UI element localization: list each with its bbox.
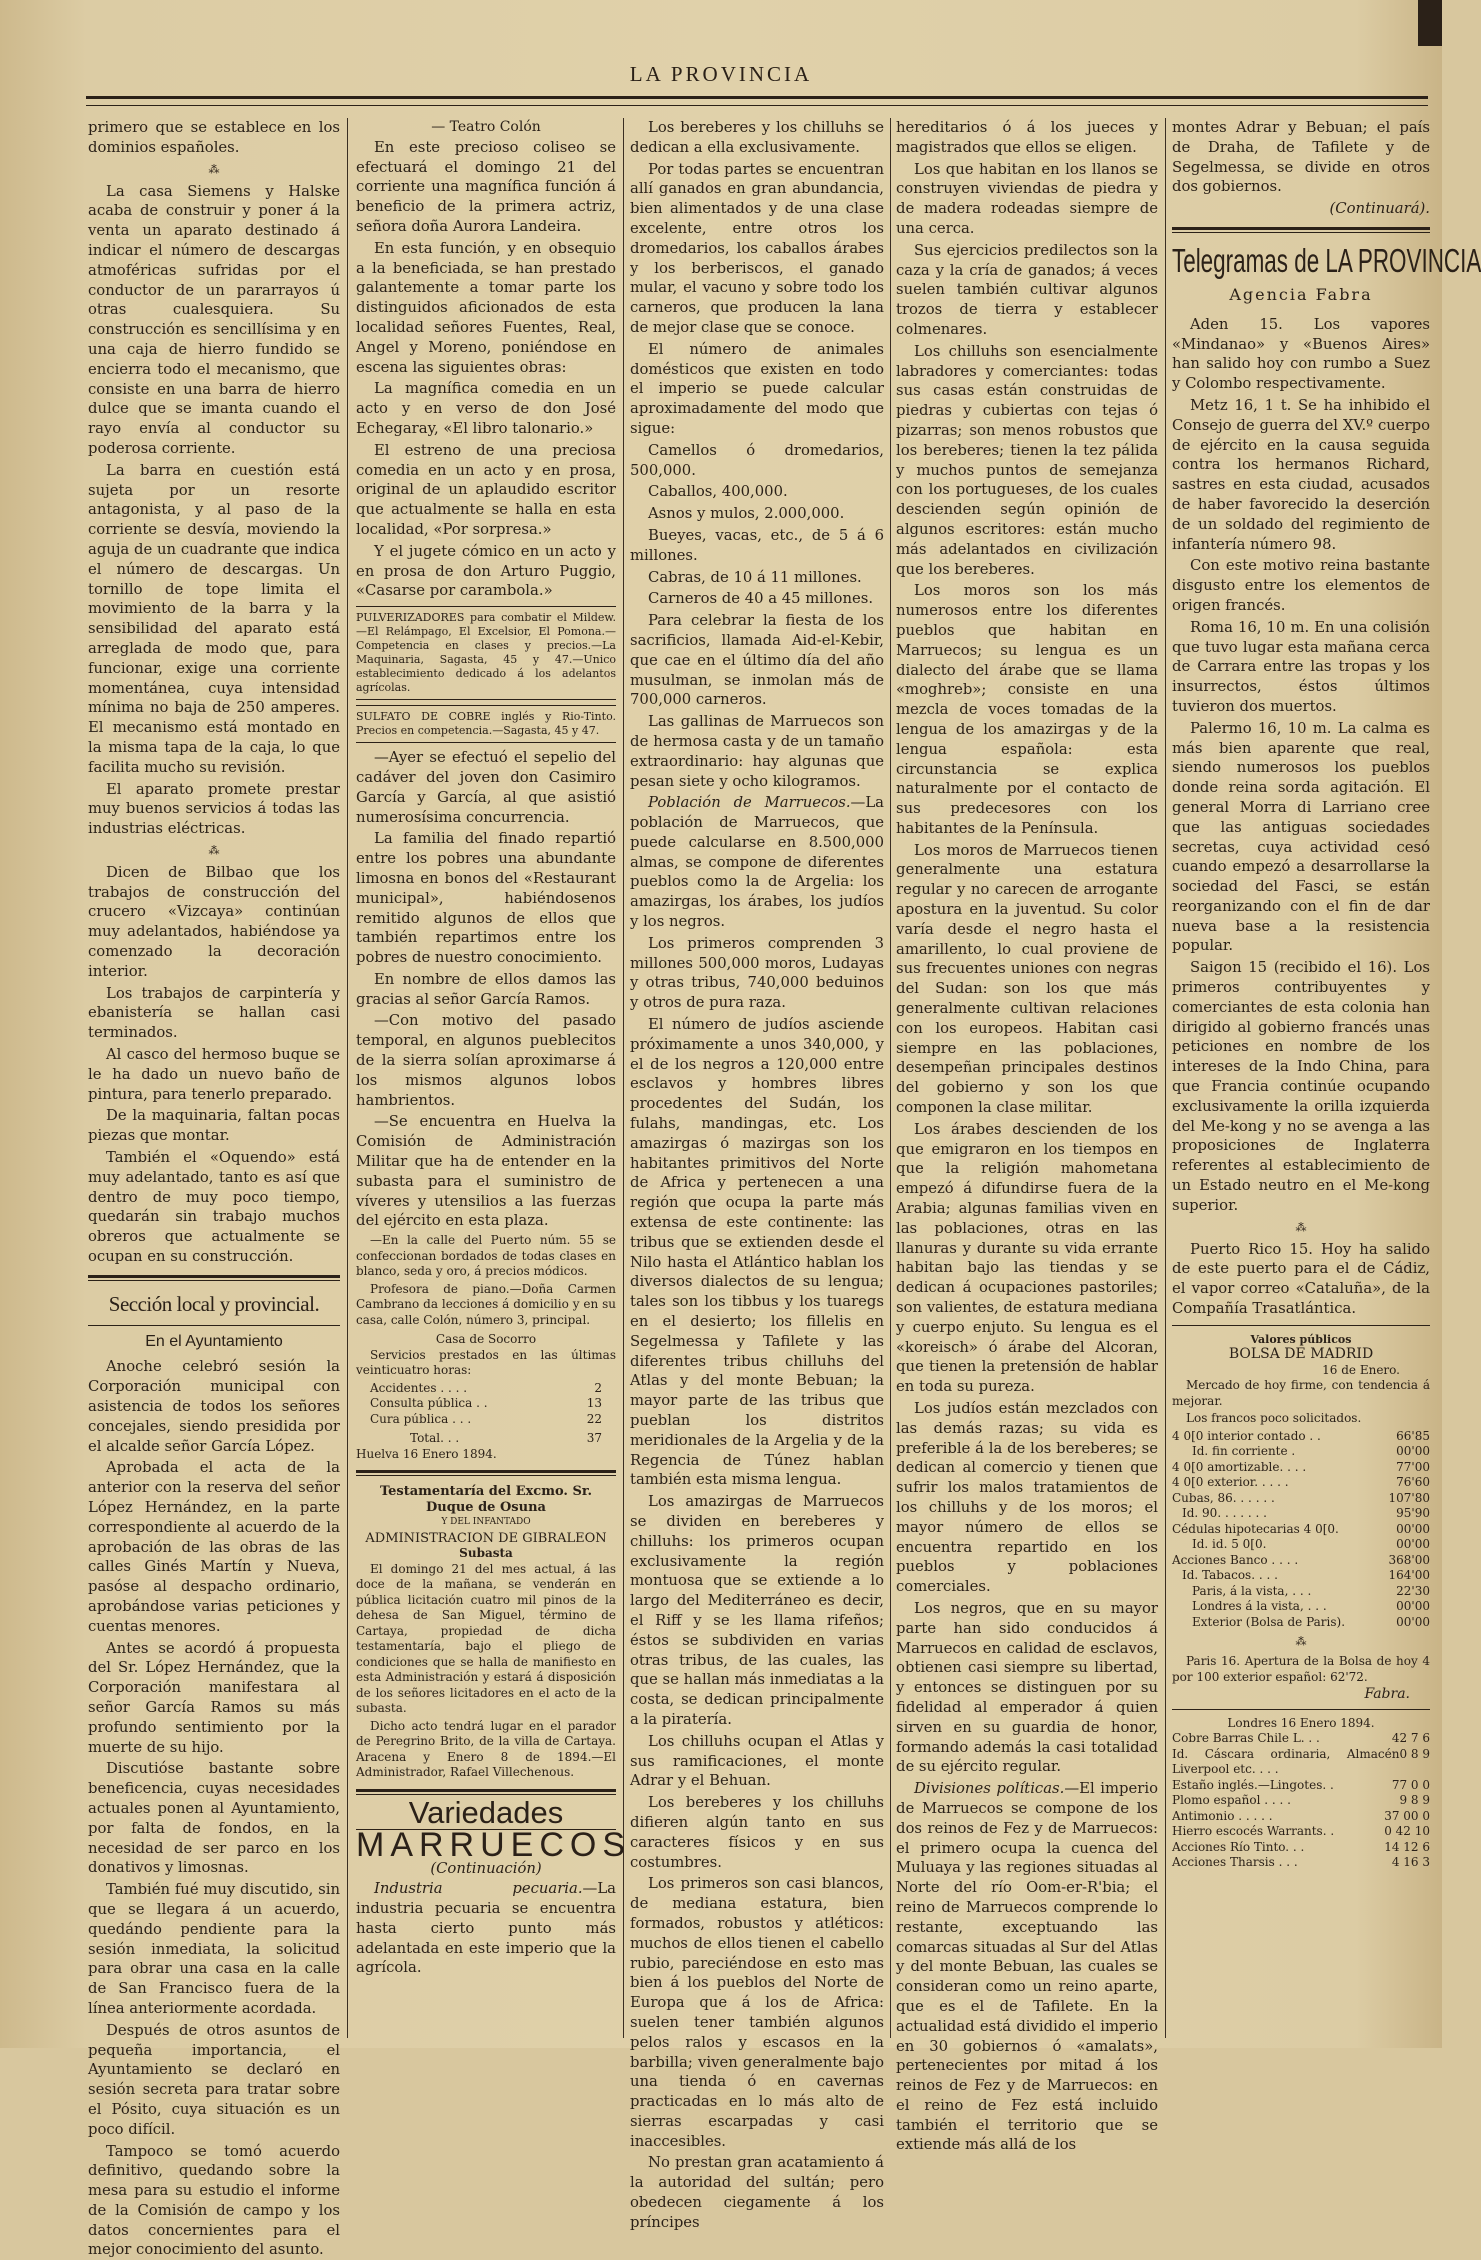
article-paragraph: Población de Marruecos.—La población de Marruecos, que puede calcularse en 8.500,000 almas, se compone de diferentes pueblos como la de Argelia: los amazirgas, los árabes, los judíos y los negros.: [630, 793, 884, 932]
socorro-total: Total. . . 37: [370, 1431, 602, 1447]
article-paragraph: De la maquinaria, faltan pocas piezas que montar.: [88, 1106, 340, 1146]
bolsa-row: Londres á la vista, . . . 00'00: [1172, 1599, 1430, 1615]
londres-row: Acciones Río Tinto. . . 14 12 6: [1172, 1840, 1430, 1856]
article-paragraph: Los negros, que en su mayor parte han sido conducidos á Marruecos en calidad de esclavos, obtienen casi siempre su libertad, y entonces se distinguen por su fidelidad al emperador á quien sirven en su guardia de honor, formando además la casi totalidad de su ejército regular.: [896, 1599, 1158, 1777]
article-paragraph: —Ayer se efectuó el sepelio del cadáver del joven don Casimiro García y García, al que asistió numerosísima concurrencia.: [356, 748, 616, 827]
article-paragraph: Después de otros asuntos de pequeña importancia, el Ayuntamiento se declaró en sesión secreta para tratar sobre el Pósito, cuya situación es un poco difícil.: [88, 2021, 340, 2140]
fabra-signature: Fabra.: [1172, 1687, 1430, 1703]
list-item: Carneros de 40 a 45 millones.: [630, 589, 884, 609]
bolsa-row: Cédulas hipotecarias 4 0[0. 00'00: [1172, 1522, 1430, 1538]
londres-row: Antimonio . . . . . 37 00 0: [1172, 1809, 1430, 1825]
column-5: [1172, 118, 1430, 2038]
section-rule: [88, 1325, 340, 1326]
telegram-paragraph: Con este motivo reina bastante disgusto entre los elementos de origen francés.: [1172, 556, 1430, 615]
paris-quote: Paris 16. Apertura de la Bolsa de hoy 4 por 100 exterior español: 62'72.: [1172, 1654, 1430, 1685]
bolsa-heading: BOLSA DE MADRID: [1172, 1347, 1430, 1363]
column-divider: [890, 118, 891, 2038]
osuna-admin: ADMINISTRACION DE GIBRALEON: [356, 1531, 616, 1547]
subasta-heading: Subasta: [356, 1546, 616, 1562]
article-paragraph: Tampoco se tomó acuerdo definitivo, quedando sobre la mesa para su estudio el informe de la Comisión de campo y los datos concernientes para el mejor conocimiento del asunto.: [88, 2142, 340, 2260]
valores-heading: Valores públicos: [1172, 1332, 1430, 1348]
teatro-heading: — Teatro Colón: [356, 118, 616, 138]
article-paragraph: También fué muy discutido, sin que se llegara á un acuerdo, quedándo pendiente para la sesión inmediata, la solicitud para obrar una casa en la calle de San Francisco fuera de la línea anteriormente acordada.: [88, 1880, 340, 2019]
article-paragraph: Los moros son los más numerosos entre los diferentes pueblos que habitan en Marruecos; su lengua es un dialecto del árabe que se llama «moghreb»; consiste en una mezcla de voces tomadas de la lengua de los amazirgas y de la lengua española: esta circunstancia se explica naturalmente por el contacto de sus predecesores con los habitantes de la Península.: [896, 581, 1158, 838]
list-item: Caballos, 400,000.: [630, 482, 884, 502]
bolsa-row: Acciones Banco . . . . 368'00: [1172, 1553, 1430, 1569]
londres-row: Estaño inglés.—Lingotes. . 77 0 0: [1172, 1778, 1430, 1794]
article-paragraph: Los chilluhs son esencialmente labradores y comerciantes: todas sus casas están construidas de piedras y cubiertas con tejas ó pizarras; son menos robustos que los bereberes; tienen la tez pálida y muchos puntos de semejanza con los portugueses, de los cuales descienden según opinión de algunos escritores: están mucho más adelantados en civilización que los bereberes.: [896, 342, 1158, 580]
bolsa-row: Id. 90. . . . . . . 95'90: [1172, 1506, 1430, 1522]
londres-row: Hierro escocés Warrants. . 0 42 10: [1172, 1824, 1430, 1840]
column-1: [88, 118, 340, 2038]
bolsa-row: Paris, á la vista, . . . 22'30: [1172, 1584, 1430, 1600]
article-paragraph: El número de animales domésticos que existen en todo el imperio se puede calcular aproximadamente del modo que sigue:: [630, 340, 884, 439]
masthead-rule: [86, 96, 1428, 106]
bolsa-row: 4 0[0 exterior. . . . . 76'60: [1172, 1475, 1430, 1491]
article-paragraph: Los que habitan en los llanos se construyen viviendas de piedra y de madera rodeadas siempre de una cerca.: [896, 160, 1158, 239]
londres-row: Plomo español . . . . 9 8 9: [1172, 1793, 1430, 1809]
column-2: [356, 118, 616, 2038]
bolsa-row: 4 0[0 interior contado . . 66'85: [1172, 1429, 1430, 1445]
article-paragraph: —Con motivo del pasado temporal, en algunos pueblecitos de la sierra solían aproximarse á los mismos algunos lobos hambrientos.: [356, 1011, 616, 1110]
article-paragraph: primero que se establece en los dominios españoles.: [88, 118, 340, 158]
article-paragraph: Aprobada el acta de la anterior con la reserva del señor López Hernández, en la parte correspondiente al acuerdo de la aprobación de las obras de las calles Ginés Martín y Nueva, pasóse al despacho ordinario, aprobándose varias peticiones y cuentas menores.: [88, 1458, 340, 1636]
separator-stars: ⁂: [1172, 1634, 1430, 1650]
article-paragraph: Sus ejercicios predilectos son la caza y la cría de ganados; á veces suelen también cultivar algunos trozos de tierra y establecer colmenares.: [896, 241, 1158, 340]
article-paragraph: Los chilluhs ocupan el Atlas y sus ramificaciones, el monte Adrar y el Behuan.: [630, 1732, 884, 1791]
column-divider: [623, 118, 624, 2038]
bolsa-row: Id. Tabacos. . . . 164'00: [1172, 1568, 1430, 1584]
section-heading: Sección local y provincial.: [88, 1295, 340, 1315]
socorro-row: Cura pública . . . 22: [370, 1412, 602, 1428]
londres-row: Cobre Barras Chile L. . . 42 7 6: [1172, 1731, 1430, 1747]
article-paragraph: montes Adrar y Bebuan; el país de Draha, de Tafilete y de Segelmessa, se divide en otros dos gobiernos.: [1172, 118, 1430, 197]
article-paragraph: Para celebrar la fiesta de los sacrificios, llamada Aid-el-Kebir, que cae en el último día del año musulman, se inmolan más de 700,000 carneros.: [630, 611, 884, 710]
bolsa-row: Id. fin corriente . 00'00: [1172, 1444, 1430, 1460]
article-paragraph: La familia del finado repartió entre los pobres una abundante limosna en bonos del «Restaurant municipal», habiéndosenos remitido algunos de ellos que también repartimos entre los pobres de nuestro conocimiento.: [356, 829, 616, 968]
telegram-paragraph: Puerto Rico 15. Hoy ha salido de este puerto para el de Cádiz, el vapor correo «Cataluña», de la Compañía Trasatlántica.: [1172, 1240, 1430, 1319]
list-item: Camellos ó dromedarios, 500,000.: [630, 441, 884, 481]
section-rule: [1172, 1325, 1430, 1326]
article-paragraph: Las gallinas de Marruecos son de hermosa casta y de un tamaño extraordinario: hay algunas que pesan siete y ocho kilogramos.: [630, 712, 884, 791]
telegrams-heading: Telegramas de LA PROVINCIA: [1172, 241, 1347, 281]
article-paragraph: Al casco del hermoso buque se le ha dado un nuevo baño de pintura, para tenerlo preparado.: [88, 1045, 340, 1104]
list-item: Bueyes, vacas, etc., de 5 á 6 millones.: [630, 526, 884, 566]
section-rule: [356, 1470, 616, 1476]
section-rule: [1172, 227, 1430, 233]
advertisement: SULFATO DE COBRE inglés y Rio-Tinto. Precios en competencia.—Sagasta, 45 y 47.: [356, 705, 616, 743]
article-paragraph: La magnífica comedia en un acto y en verso de don José Echegaray, «El libro talonario.»: [356, 379, 616, 438]
section-rule: [1172, 1709, 1430, 1710]
notice-paragraph: El domingo 21 del mes actual, á las doce de la mañana, se venderán en pública licitación cuatro mil pinos de la dehesa de San Miguel, término de Cartaya, propiedad de dicha testamentaría, bajo el pliego de condiciones que se halla de manifiesto en esta Administración y estará á disposición de los señores licitadores en el acto de la subasta.: [356, 1562, 616, 1717]
bolsa-row: Exterior (Bolsa de Paris). 00'00: [1172, 1615, 1430, 1631]
column-3: [630, 118, 884, 2038]
article-paragraph: Los bereberes y los chilluhs difieren algún tanto en sus caracteres físicos y en sus costumbres.: [630, 1793, 884, 1872]
osuna-heading: Testamentaría del Excmo. Sr. Duque de Osuna: [356, 1484, 616, 1515]
column-4: [896, 118, 1158, 2038]
article-paragraph: Y el jugete cómico en un acto y en prosa de don Arturo Puggio, «Casarse por carambola.»: [356, 542, 616, 601]
socorro-intro: Servicios prestados en las últimas veinticuatro horas:: [356, 1348, 616, 1379]
article-paragraph: Divisiones políticas.—El imperio de Marruecos se compone de los dos reinos de Fez y de Marruecos: el primero ocupa la cuenca del Muluaya y las regiones situadas al Norte del río Oom-er-R'bia; el reino de Marruecos comprende lo restante, exceptuando las comarcas situadas al Sur del Atlas y del monte Bebuan, las cuales se consideran como un reino aparte, que es el de Tafilete. En la actualidad está dividido el imperio en 30 gobiernos ó «amalats», pertenecientes por mitad á los reinos de Fez y de Marruecos: en el reino de Fez está incluido también el territorio que se extiende más allá de los: [896, 1779, 1158, 2155]
separator-stars: ⁂: [88, 162, 340, 178]
article-paragraph: Los trabajos de carpintería y ebanistería se hallan casi terminados.: [88, 984, 340, 1043]
article-paragraph: Antes se acordó á propuesta del Sr. López Hernández, que la Corporación manifestara al señor García Ramos su más profundo sentimiento por la muerte de su hijo.: [88, 1639, 340, 1758]
column-divider: [347, 118, 348, 2038]
separator-stars: ⁂: [1172, 1220, 1430, 1236]
socorro-row: Consulta pública . . 13: [370, 1396, 602, 1412]
article-paragraph: Los árabes descienden de los que emigraron en los tiempos en que la religión mahometana empezó á difundirse fuera de la Arabia; algunas familias viven en las poblaciones, otras en las llanuras y durante su vida errante habitan bajo las tiendas y se dedican á ocupaciones pastoriles; son valientes, de estatura mediana y cuerpo enjuto. Su lengua es el «koreisch» ó árabe del Alcoran, que tienen la pretensión de hablar en toda su pureza.: [896, 1120, 1158, 1397]
article-paragraph: En esta función, y en obsequio a la beneficiada, se han prestado galantemente a tomar parte los distinguidos aficionados de esta localidad señores Fuentes, Real, Angel y Moreno, poniéndose en escena las siguientes obras:: [356, 239, 616, 378]
article-paragraph: El aparato promete prestar muy buenos servicios á todas las industrias eléctricas.: [88, 780, 340, 839]
article-paragraph: Anoche celebró sesión la Corporación municipal con asistencia de todos los señores concejales, siendo presidida por el alcalde señor García López.: [88, 1357, 340, 1456]
agency-label: Agencia Fabra: [1172, 285, 1430, 305]
continuacion-label: (Continuación): [356, 1859, 616, 1879]
telegram-paragraph: Palermo 16, 10 m. La calma es más bien aparente que real, siendo numerosos los pueblos donde reina sorda agitación. El general Morra di Larriano cree que las antiguas sociedades secretas, cuya actividad cesó cuando empezó a desarrollarse la sociedad del Fasci, se están reorganizando con el fin de dar nueva base a la resistencia popular.: [1172, 719, 1430, 957]
article-paragraph: La barra en cuestión está sujeta por un resorte antagonista, y al paso de la corriente se desvía, moviendo la aguja de un cuadrante que indica el número de descargas. Un tornillo de tope limita el movimiento de la barra y la sensibilidad del aparato está arreglada de modo que, para funcionar, exige una corriente momentánea, cuya intensidad mínima no baja de 250 amperes. El mecanismo está montado en la misma tapa de la caja, lo que facilita mucho su revisión.: [88, 461, 340, 778]
bolsa-row: 4 0[0 amortizable. . . . 77'00: [1172, 1460, 1430, 1476]
telegram-paragraph: Aden 15. Los vapores «Mindanao» y «Buenos Aires» han salido hoy con rumbo a Suez y Colombo respectivamente.: [1172, 315, 1430, 394]
section-rule: [356, 1789, 616, 1795]
advertisement: PULVERIZADORES para combatir el Mildew.—El Relámpago, El Excelsior, El Pomona.—Competencia en clases y precios.—La Maquinaria, Sagasta, 45 y 47.—Unico establecimiento dedicado á los adelantos agrícolas.: [356, 606, 616, 700]
article-paragraph: Discutióse bastante sobre beneficencia, cuyas necesidades actuales ponen al Ayuntamiento, por falta de fondos, en la necesidad de ser parco en los donativos y limosnas.: [88, 1759, 340, 1878]
bolsa-row: Id. id. 5 0[0. 00'00: [1172, 1537, 1430, 1553]
notice-paragraph: Dicho acto tendrá lugar en el parador de Peregrino Brito, de la villa de Cartaya. Aracena y Enero 8 de 1894.—El Administrador, Rafael Villechenous.: [356, 1719, 616, 1781]
article-paragraph: Los bereberes y los chilluhs se dedican a ella exclusivamente.: [630, 118, 884, 158]
bolsa-date: 16 de Enero.: [1172, 1363, 1430, 1379]
article-paragraph: Por todas partes se encuentran allí ganados en gran abundancia, bien alimentados y de una clase excelente, entre otros los dromedarios, los caballos árabes y los berberiscos, el ganado mular, el vacuno y sobre todo los carneros, que producen la lana de mejor clase que se conoce.: [630, 160, 884, 338]
article-paragraph: No prestan gran acatamiento á la autoridad del sultán; pero obedecen ciegamente á los príncipes: [630, 2153, 884, 2232]
bolsa-row: Cubas, 86. . . . . . 107'80: [1172, 1491, 1430, 1507]
bolsa-note: Los francos poco solicitados.: [1172, 1411, 1430, 1427]
article-paragraph: En este precioso coliseo se efectuará el domingo 21 del corriente una magnífica función á beneficio de la primera actriz, señora doña Aurora Landeira.: [356, 138, 616, 237]
article-paragraph: El número de judíos asciende próximamente a unos 340,000, y el de los negros a 120,000 entre esclavos y hombres libres procedentes del Sudán, los fulahs, mandingas, etc. Los amazirgas ó mazirgas son los habitantes primitivos del Norte de Africa y pertenecen a una región que ocupa la parte más extensa de este continente: las tribus que se extienden desde el Nilo hasta el Atlántico hablan los diversos dialectos de su lengua; tales son los tibbus y los tuaregs en el desierto; los fillelis en Segelmessa y Tafilete y las diferentes tribus chilluhs del Atlas y del monte Bebuan; la mayor parte de las tribus que pueblan los distritos meridionales de la Argelia y de la Regencia de Túnez hablan también esta misma lengua.: [630, 1015, 884, 1490]
page-corner-mark: [1418, 0, 1442, 46]
notice-paragraph: Profesora de piano.—Doña Carmen Cambrano da lecciones á domicilio y en su casa, calle Colón, número 3, principal.: [356, 1282, 616, 1329]
osuna-subheading: Y DEL INFANTADO: [356, 1515, 616, 1531]
article-paragraph: El estreno de una preciosa comedia en un acto y en prosa, original de un aplaudido escritor que actualmente se halla en esta localidad, «Por sorpresa.»: [356, 441, 616, 540]
list-item: Cabras, de 10 á 11 millones.: [630, 568, 884, 588]
article-paragraph: hereditarios ó á los jueces y magistrados que ellos se eligen.: [896, 118, 1158, 158]
article-paragraph: La casa Siemens y Halske acaba de construir y poner á la venta un aparato destinado á indicar el número de descargas atmoféricas sufridas por el conductor de un pararrayos ú otras cualesquiera. Su construcción es sencillísima y en una caja de hierro fundido se encierra todo el mecanismo, que consiste en una barra de hierro dulce que se imanta cuando el rayo envía al conductor su poderosa corriente.: [88, 182, 340, 459]
londres-row: Acciones Tharsis . . . 4 16 3: [1172, 1855, 1430, 1871]
telegram-paragraph: Metz 16, 1 t. Se ha inhibido el Consejo de guerra del XV.º cuerpo de ejército en la causa seguida contra los hermanos Richard, sastres en esta ciudad, acusados de haber favorecido la deserción de un soldado del regimiento de infantería número 98.: [1172, 396, 1430, 554]
column-divider: [1165, 118, 1166, 2038]
list-item: Asnos y mulos, 2.000,000.: [630, 504, 884, 524]
telegram-paragraph: Saigon 15 (recibido el 16). Los primeros contribuyentes y comerciantes de esta colonia han dirigido al gobierno francés unas peticiones en nombre de los intereses de la Indo China, para que Francia continúe ocupando exclusivamente la orilla izquierda del Me-kong y no se avenga a las proposiciones de Inglaterra referentes al establecimiento de un Estado neutro en el Me-kong superior.: [1172, 958, 1430, 1215]
article-paragraph: Los primeros comprenden 3 millones 500,000 moros, Ludayas y otras tribus, 740,000 beduinos y otros de pura raza.: [630, 934, 884, 1013]
londres-row: Id. Cáscara ordinaria, Almacén Liverpool etc. . . . 0 8 9: [1172, 1747, 1430, 1778]
londres-heading: Londres 16 Enero 1894.: [1172, 1716, 1430, 1732]
telegram-paragraph: Roma 16, 10 m. En una colisión que tuvo lugar esta mañana cerca de Carrara entre las tropas y los insurrectos, éstos últimos tuvieron dos muertos.: [1172, 618, 1430, 717]
socorro-heading: Casa de Socorro: [356, 1332, 616, 1348]
marruecos-heading: MARRUECOS: [356, 1836, 616, 1856]
separator-stars: ⁂: [88, 843, 340, 859]
article-paragraph: Dicen de Bilbao que los trabajos de construcción del crucero «Vizcaya» continúan muy adelantados, habiéndose ya comenzado la decoración interior.: [88, 863, 340, 982]
article-paragraph: En nombre de ellos damos las gracias al señor García Ramos.: [356, 970, 616, 1010]
notice-paragraph: —En la calle del Puerto núm. 55 se confeccionan bordados de todas clases en blanco, seda y oro, á precios módicos.: [356, 1233, 616, 1280]
article-paragraph: Los primeros son casi blancos, de mediana estatura, bien formados, robustos y atléticos: muchos de ellos tienen el cabello rubio, pareciéndose en esto mas bien á los pueblos del Norte de Europa que á los de Africa: suelen tener también algunos pelos ralos y escasos en la barbilla; viven generalmente bajo una tienda ó en cavernas practicadas en lo más alto de sierras escarpadas y casi inaccesibles.: [630, 1874, 884, 2151]
socorro-row: Accidentes . . . . 2: [370, 1381, 602, 1397]
section-rule: [88, 1275, 340, 1281]
article-paragraph: —Se encuentra en Huelva la Comisión de Administración Militar que ha de entender en la subasta para el suministro de víveres y utensilios a las fuerzas del ejército en esta plaza.: [356, 1112, 616, 1231]
article-paragraph: Industria pecuaria.—La industria pecuaria se encuentra hasta cierto punto más adelantada en este imperio que la agrícola.: [356, 1879, 616, 1978]
socorro-date: Huelva 16 Enero 1894.: [356, 1447, 616, 1463]
bolsa-note: Mercado de hoy firme, con tendencia á mejorar.: [1172, 1378, 1430, 1409]
masthead-title: LA PROVINCIA: [0, 62, 1442, 87]
article-paragraph: También el «Oquendo» está muy adelantado, tanto es así que dentro de muy poco tiempo, quedarán sin trabajo muchos obreros que actualmente se ocupan en su construcción.: [88, 1148, 340, 1267]
variedades-heading: Variedades: [356, 1803, 616, 1823]
continuara-label: (Continuará).: [1172, 199, 1430, 219]
article-paragraph: Los amazirgas de Marruecos se dividen en bereberes y chilluhs: los primeros ocupan exclusivamente la región montuosa que se extiende a lo largo del Mediterráneo es decir, el Riff y se les llama rifeños; éstos se subdividen en varias otras tribus, de las cuales, las que se hallan más inmediatas a la costa, se dedican principalmente a la piratería.: [630, 1492, 884, 1730]
subsection-heading: En el Ayuntamiento: [88, 1332, 340, 1352]
article-paragraph: Los moros de Marruecos tienen generalmente una estatura regular y no carecen de arrogante apostura en la juventud. Su color varía desde el negro hasta el amarillento, lo cual proviene de sus frecuentes uniones con negras del Sudan: son los que más generalmente cultivan relaciones con los europeos. Habitan casi siempre en las poblaciones, desempeñan principales destinos del gobierno y son los que componen la clase militar.: [896, 841, 1158, 1118]
article-paragraph: Los judíos están mezclados con las demás razas; su vida es preferible á la de los bereberes; se dedican al comercio y tienen que sufrir los malos tratamientos de los chilluhs y de los moros; el mayor número de ellos se encuentra repartido en los pueblos y poblaciones comerciales.: [896, 1399, 1158, 1597]
